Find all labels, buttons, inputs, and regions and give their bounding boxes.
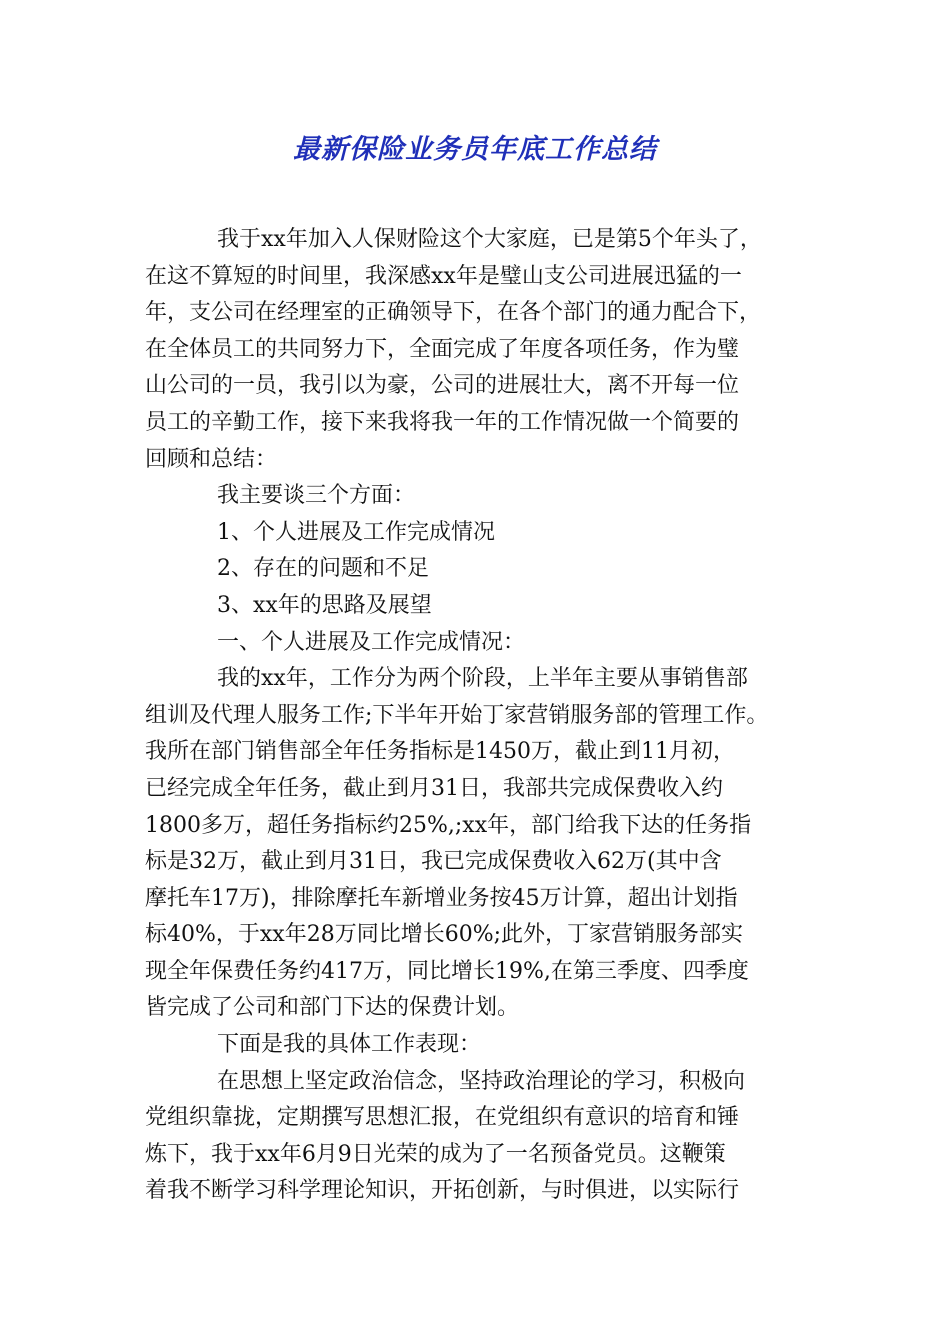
text-line: 2、存在的问题和不足 [217, 556, 429, 582]
text-line: 在全体员工的共同努力下，全面完成了年度各项任务，作为璧 [145, 336, 740, 362]
text-line: 回顾和总结： [145, 446, 278, 472]
text-line: 3、xx年的思路及展望 [217, 592, 432, 618]
text-line: 着我不断学习科学理论知识，开拓创新，与时俱进，以实际行 [145, 1178, 740, 1204]
text-line: 在思想上坚定政治信念，坚持政治理论的学习，积极向 [217, 1068, 746, 1094]
text-line: 一、个人进展及工作完成情况： [217, 629, 526, 655]
text-line: 年，支公司在经理室的正确领导下，在各个部门的通力配合下， [145, 300, 762, 326]
text-line: 山公司的一员，我引以为豪，公司的进展壮大，离不开每一位 [145, 373, 740, 399]
text-line: 员工的辛勤工作，接下来我将我一年的工作情况做一个简要的 [145, 409, 740, 435]
text-line: 组训及代理人服务工作;下半年开始丁家营销服务部的管理工作。 [145, 702, 769, 728]
text-line: 摩托车17万)，排除摩托车新增业务按45万计算，超出计划指 [145, 885, 738, 911]
text-line: 1、个人进展及工作完成情况 [217, 519, 495, 545]
text-line: 标40%，于xx年28万同比增长60%;此外，丁家营销服务部实 [145, 922, 744, 948]
text-line: 1800多万，超任务指标约25%,;xx年，部门给我下达的任务指 [145, 812, 752, 838]
text-line: 标是32万，截止到月31日，我已完成保费收入62万(其中含 [145, 849, 722, 875]
text-line: 皆完成了公司和部门下达的保费计划。 [145, 995, 520, 1021]
text-line: 下面是我的具体工作表现： [217, 1032, 482, 1058]
text-line: 现全年保费任务约417万，同比增长19%,在第三季度、四季度 [145, 958, 749, 984]
text-line: 我所在部门销售部全年任务指标是1450万，截止到11月初， [145, 739, 735, 765]
text-line: 党组织靠拢，定期撰写思想汇报，在党组织有意识的培育和锤 [145, 1105, 740, 1131]
text-line: 已经完成全年任务，截止到月31日，我部共完成保费收入约 [145, 775, 723, 801]
text-line: 我主要谈三个方面： [217, 483, 416, 509]
text-line: 我于xx年加入人保财险这个大家庭，已是第5个年头了， [217, 227, 762, 252]
text-line: 我的xx年，工作分为两个阶段，上半年主要从事销售部 [217, 666, 748, 692]
document-title: 最新保险业务员年底工作总结 [293, 134, 657, 165]
document-body [145, 222, 825, 1210]
text-line: 在这不算短的时间里，我深感xx年是璧山支公司进展迅猛的一 [145, 263, 742, 289]
text-line: 炼下，我于xx年6月9日光荣的成为了一名预备党员。这鞭策 [145, 1141, 726, 1167]
